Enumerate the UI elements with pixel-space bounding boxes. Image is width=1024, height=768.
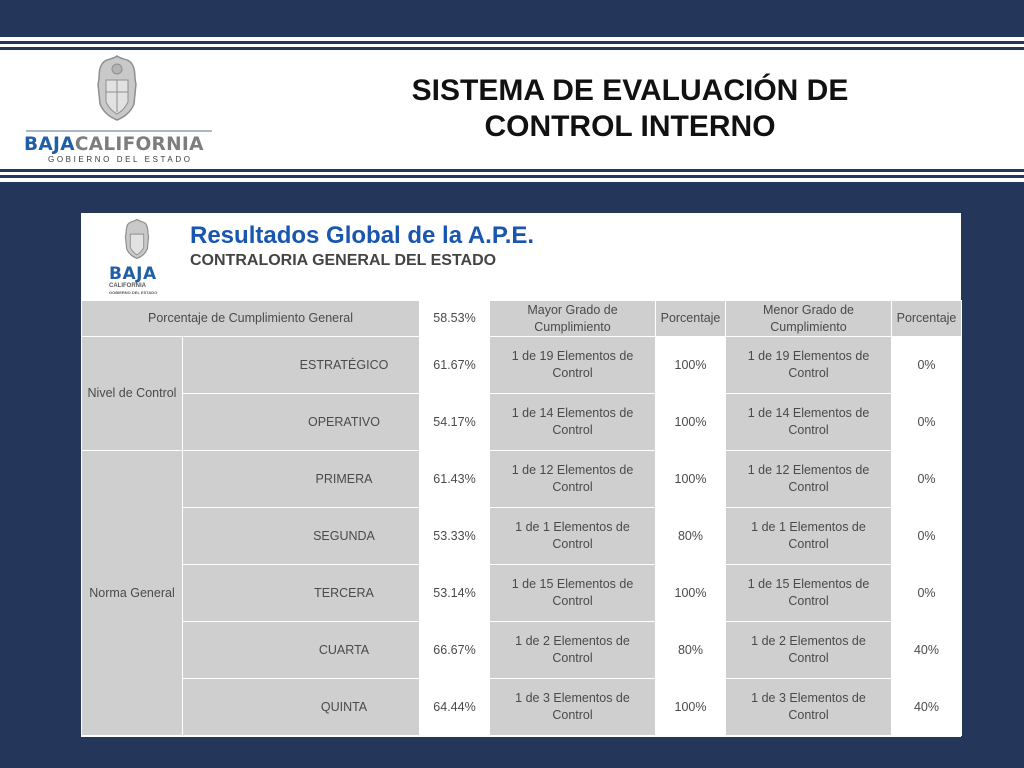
row-min-pct: 40% [892, 622, 962, 679]
card-logo-brand: BAJA [109, 264, 157, 284]
row-max-pct: 100% [656, 394, 726, 451]
row-name: QUINTA [183, 679, 420, 736]
row-value: 53.14% [420, 565, 490, 622]
row-value: 61.43% [420, 451, 490, 508]
top-stripe-2 [0, 44, 1024, 47]
row-value: 66.67% [420, 622, 490, 679]
row-max-elements: 1 de 3 Elementos de Control [490, 679, 656, 736]
logo-california: CALIFORNIA [74, 134, 204, 155]
row-max-elements: 1 de 1 Elementos de Control [490, 508, 656, 565]
row-min-pct: 40% [892, 679, 962, 736]
page-title-line-1: SISTEMA DE EVALUACIÓN DE [411, 74, 849, 107]
row-max-pct: 100% [656, 451, 726, 508]
row-min-elements: 1 de 1 Elementos de Control [726, 508, 892, 565]
results-table [81, 300, 962, 736]
row-max-pct: 80% [656, 508, 726, 565]
row-min-pct: 0% [892, 451, 962, 508]
top-stripe-1 [0, 37, 1024, 41]
row-max-elements: 1 de 14 Elementos de Control [490, 394, 656, 451]
row-min-elements: 1 de 14 Elementos de Control [726, 394, 892, 451]
bottom-stripe-2 [0, 178, 1024, 182]
row-max-pct: 100% [656, 337, 726, 394]
row-min-pct: 0% [892, 394, 962, 451]
table-row [82, 337, 962, 394]
row-min-pct: 0% [892, 508, 962, 565]
min-grade-header: Menor Grado de Cumplimiento [726, 301, 892, 337]
row-name: ESTRATÉGICO [183, 337, 420, 394]
row-value: 61.67% [420, 337, 490, 394]
row-max-elements: 1 de 19 Elementos de Control [490, 337, 656, 394]
results-card [81, 213, 961, 737]
row-max-pct: 100% [656, 679, 726, 736]
row-value: 64.44% [420, 679, 490, 736]
row-name: TERCERA [183, 565, 420, 622]
results-title: Resultados Global de la A.P.E. [190, 222, 535, 249]
bottom-stripe-1 [0, 172, 1024, 175]
card-logo-sub [109, 283, 169, 295]
row-max-elements: 1 de 12 Elementos de Control [490, 451, 656, 508]
row-value: 53.33% [420, 508, 490, 565]
table-row [82, 679, 962, 736]
state-crest-icon [94, 54, 140, 122]
row-max-elements: 1 de 15 Elementos de Control [490, 565, 656, 622]
page-title [330, 73, 930, 145]
logo-subtitle: GOBIERNO DEL ESTADO [48, 155, 193, 164]
card-logo-sub-1: CALIFORNIA [109, 283, 146, 289]
general-label: Porcentaje de Cumplimiento General [82, 301, 420, 337]
general-value: 58.53% [420, 301, 490, 337]
table-row [82, 451, 962, 508]
table-row [82, 622, 962, 679]
card-logo-sub-2: GOBIERNO DEL ESTADO [109, 290, 158, 295]
group-norma-general: Norma General [82, 451, 183, 736]
row-min-elements: 1 de 15 Elementos de Control [726, 565, 892, 622]
card-crest-icon [123, 217, 151, 261]
card-logo [105, 217, 169, 301]
row-name: OPERATIVO [183, 394, 420, 451]
row-max-pct: 80% [656, 622, 726, 679]
row-min-elements: 1 de 19 Elementos de Control [726, 337, 892, 394]
min-pct-header: Porcentaje [892, 301, 962, 337]
row-name: SEGUNDA [183, 508, 420, 565]
max-grade-header: Mayor Grado de Cumplimiento [490, 301, 656, 337]
results-subtitle: CONTRALORIA GENERAL DEL ESTADO [190, 252, 497, 269]
baja-california-logo [22, 54, 214, 166]
table-row [82, 565, 962, 622]
row-min-elements: 1 de 12 Elementos de Control [726, 451, 892, 508]
row-value: 54.17% [420, 394, 490, 451]
logo-divider [26, 130, 212, 132]
row-max-elements: 1 de 2 Elementos de Control [490, 622, 656, 679]
row-name: CUARTA [183, 622, 420, 679]
logo-baja: BAJA [24, 134, 75, 155]
table-row [82, 394, 962, 451]
row-min-elements: 1 de 2 Elementos de Control [726, 622, 892, 679]
max-pct-header: Porcentaje [656, 301, 726, 337]
row-max-pct: 100% [656, 565, 726, 622]
table-row [82, 508, 962, 565]
row-min-pct: 0% [892, 337, 962, 394]
table-header-row [82, 301, 962, 337]
logo-wordmark [24, 134, 216, 155]
group-nivel-control: Nivel de Control [82, 337, 183, 451]
row-min-pct: 0% [892, 565, 962, 622]
row-name: PRIMERA [183, 451, 420, 508]
row-min-elements: 1 de 3 Elementos de Control [726, 679, 892, 736]
page-title-line-2: CONTROL INTERNO [484, 110, 776, 143]
header-band [0, 50, 1024, 169]
